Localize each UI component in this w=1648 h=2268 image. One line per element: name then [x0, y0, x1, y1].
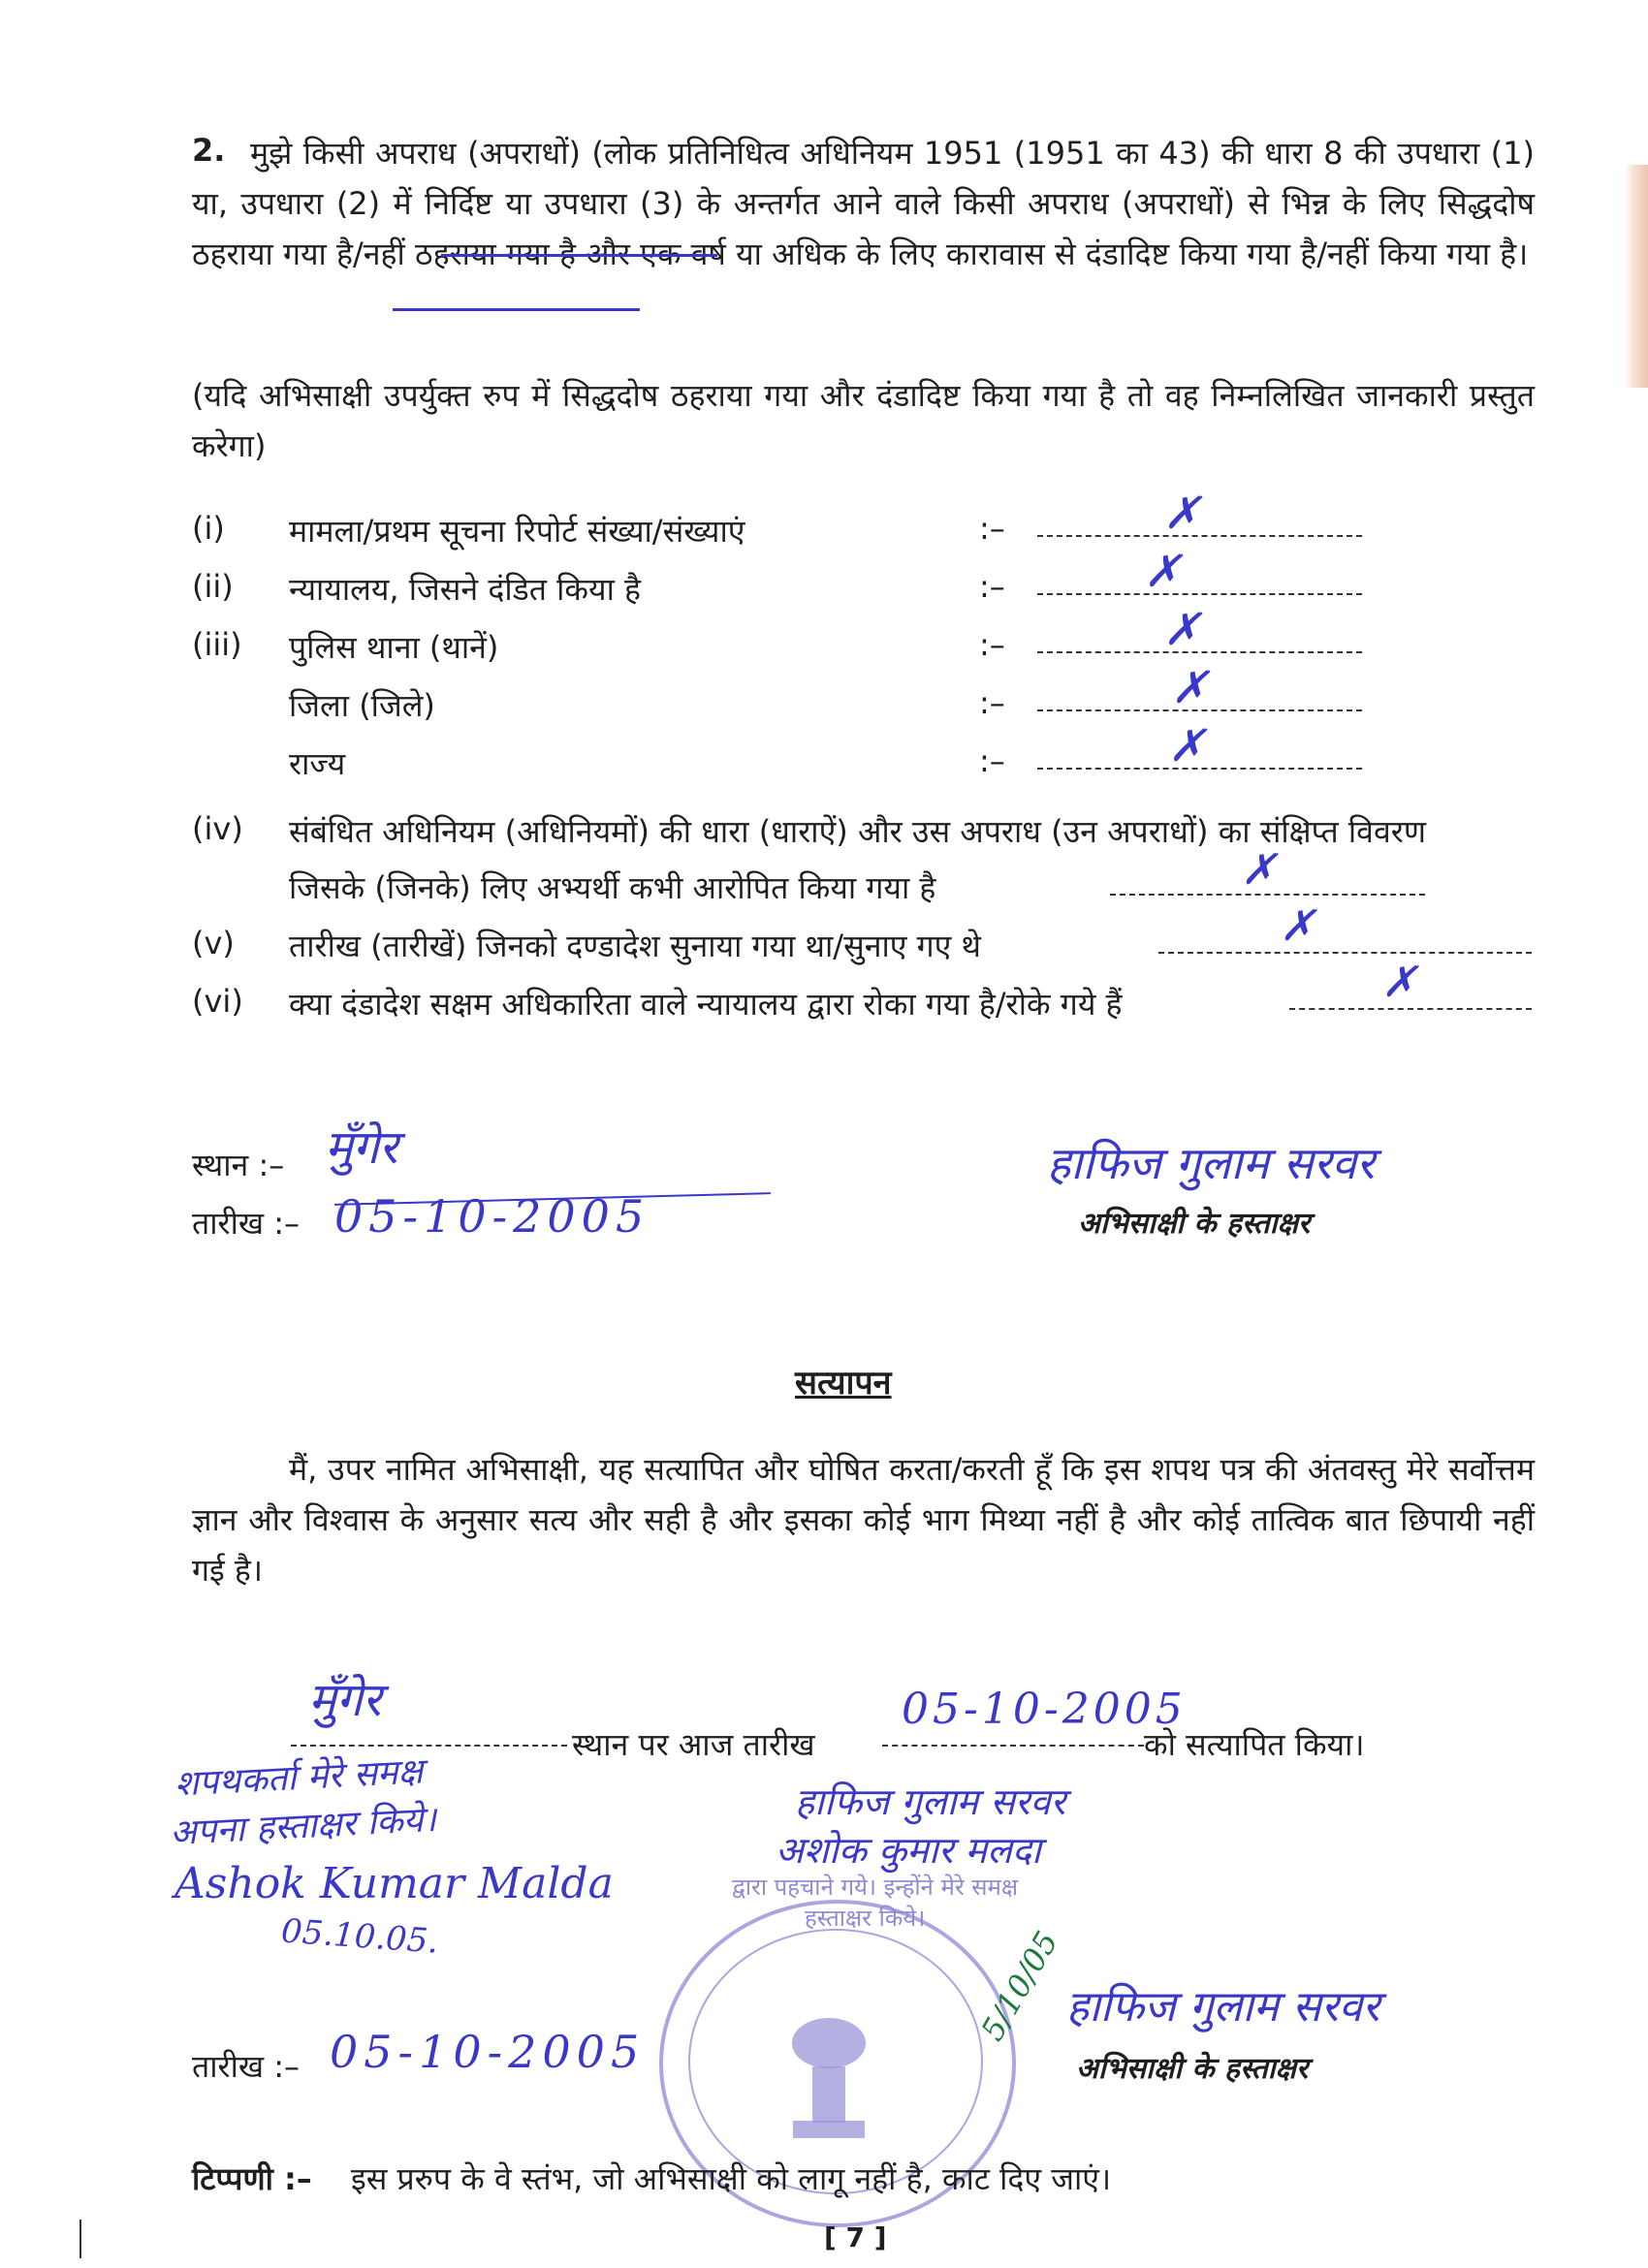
item-fill-line [1037, 593, 1362, 595]
item-number: (v) [192, 925, 235, 961]
stamp-text: द्वारा पहचाने गये। इन्होंने मेरे समक्ष [732, 1874, 1019, 1901]
attestation-line: अपना हस्ताक्षर किये। [169, 1799, 438, 1854]
stamp-handwritten-line: हाफिज गुलाम सरवर [795, 1780, 1066, 1823]
item-label: मामला/प्रथम सूचना रिपोर्ट संख्या/संख्याएं [289, 513, 745, 550]
cross-mark: ✗ [1163, 603, 1201, 655]
para-2-text: मुझे किसी अपराध (अपराधों) (लोक प्रतिनिधित्व अधिनियम 1951 (1951 का 43) की धारा 8 की उपधारा (1) या, उपधारा (2) में निर्दिष्ट या उपधारा (3) के अन्तर्गत आने वाले किसी अपराध (अपराधों) से भिन्न के लिए सिद्धदोष ठहराया गया है/नहीं ठहराया गया है और एक वर्ष या अधिक के लिए कारावास से दंडादिष्ट किया गया है/नहीं किया गया है। [192, 135, 1535, 272]
date-label: तारीख :– [192, 1205, 301, 1242]
strike-mark [441, 254, 717, 257]
item-fill-line [1158, 952, 1532, 954]
item-label: पुलिस थाना (थानें) [289, 629, 499, 666]
cross-mark: ✗ [1381, 958, 1417, 1007]
cross-mark: ✗ [1280, 901, 1315, 951]
date-label: तारीख :– [192, 2048, 301, 2085]
stamp-handwritten-line: अशोक कुमार मलदा [776, 1829, 1041, 1872]
item-label: राज्य [289, 745, 346, 782]
cross-mark: ✗ [1163, 487, 1201, 539]
cross-mark: ✗ [1241, 845, 1277, 895]
item-separator: :– [979, 510, 1005, 547]
verify-place-text: स्थान पर आज तारीख [572, 1726, 815, 1763]
cross-mark: ✗ [1168, 719, 1206, 772]
deponent-signature-label: अभिसाक्षी के हस्ताक्षर [1076, 2052, 1309, 2086]
place-value-handwritten: मुँगेर [325, 1120, 398, 1175]
item-iv-line2: जिसके (जिनके) लिए अभ्यर्थी कभी आरोपित किया गया है [289, 869, 936, 906]
strike-mark [393, 308, 640, 311]
verification-text: मैं, उपर नामित अभिसाक्षी, यह सत्यापित और घोषित करता/करती हूँ कि इस शपथ पत्र की अंतवस्तु मेरे सर्वोत्तम ज्ञान और विश्वास के अनुसार सत्य और सही है और इसका कोई भाग मिथ्या नहीं है और कोई तात्विक बात छिपायी नहीं गई है। [192, 1451, 1535, 1589]
attestation-signature: Ashok Kumar Malda [174, 1859, 614, 1908]
date-value-handwritten: 05-10-2005 [334, 1190, 650, 1243]
para-number: 2. [192, 132, 226, 169]
date-value-handwritten: 05-10-2005 [330, 2026, 646, 2078]
item-label: तारीख (तारीखें) जिनको दण्डादेश सुनाया गया था/सुनाए गए थे [289, 928, 981, 964]
verification-heading: सत्यापन [795, 1364, 892, 1402]
item-number: (ii) [192, 568, 234, 605]
item-label: जिला (जिले) [289, 687, 435, 724]
item-number: (iii) [192, 626, 242, 663]
item-separator: :– [979, 626, 1005, 663]
verify-place-handwritten: मुँगेर [308, 1673, 382, 1727]
officer-initials: 5/10/05 [973, 1925, 1065, 2047]
item-separator: :– [979, 684, 1005, 721]
scan-edge-mark [79, 2220, 81, 2258]
deponent-signature: हाफिज गुलाम सरवर [1047, 1137, 1375, 1189]
verify-end-text: को सत्यापित किया। [1144, 1726, 1365, 1763]
note-paragraph: (यदि अभिसाक्षी उपर्युक्त रुप में सिद्धदोष ठहराया गया और दंडादिष्ट किया गया है तो वह निम्नलिखित जानकारी प्रस्तुत करेगा) [192, 377, 1535, 464]
place-label: स्थान :– [192, 1147, 285, 1183]
item-number: (vi) [192, 983, 243, 1020]
verify-place-line [291, 1745, 567, 1747]
item-label: न्यायालय, जिसने दंडित किया है [289, 571, 642, 608]
item-number: (i) [192, 510, 225, 547]
item-separator: :– [979, 742, 1005, 779]
footnote-text: इस प्ररुप के वे स्तंभ, जो अभिसाक्षी को लागू नहीं है, काट दिए जाएं। [351, 2160, 1112, 2197]
item-label: क्या दंडादेश सक्षम अधिकारिता वाले न्यायालय द्वारा रोका गया है/रोके गये हैं [289, 986, 1123, 1023]
page-number: [ 7 ] [824, 2221, 887, 2253]
item-fill-line [1289, 1008, 1532, 1010]
paper-edge-stain [1625, 165, 1648, 388]
item-number: (iv) [192, 810, 243, 847]
attestation-line: शपथकर्ता मेरे समक्ष [174, 1751, 425, 1805]
cross-mark: ✗ [1171, 661, 1209, 713]
item-separator: :– [979, 568, 1005, 605]
verify-date-handwritten: 05-10-2005 [902, 1685, 1187, 1734]
attestation-date: 05.10.05. [279, 1911, 440, 1962]
verify-date-line [882, 1745, 1144, 1747]
item-iv-line1: संबंधित अधिनियम (अधिनियमों) की धारा (धाराऐं) और उस अपराध (उन अपराधों) का संक्षिप्त विवरण [289, 813, 1426, 850]
stamp-text: हस्ताक्षर किये। [805, 1905, 926, 1932]
national-emblem-icon [756, 2006, 902, 2152]
deponent-signature-label: अभिसाक्षी के हस्ताक्षर [1078, 1207, 1311, 1241]
footnote-label: टिप्पणी :– [192, 2160, 312, 2197]
deponent-signature: हाफिज गुलाम सरवर [1066, 1982, 1380, 2032]
cross-mark: ✗ [1144, 545, 1182, 597]
